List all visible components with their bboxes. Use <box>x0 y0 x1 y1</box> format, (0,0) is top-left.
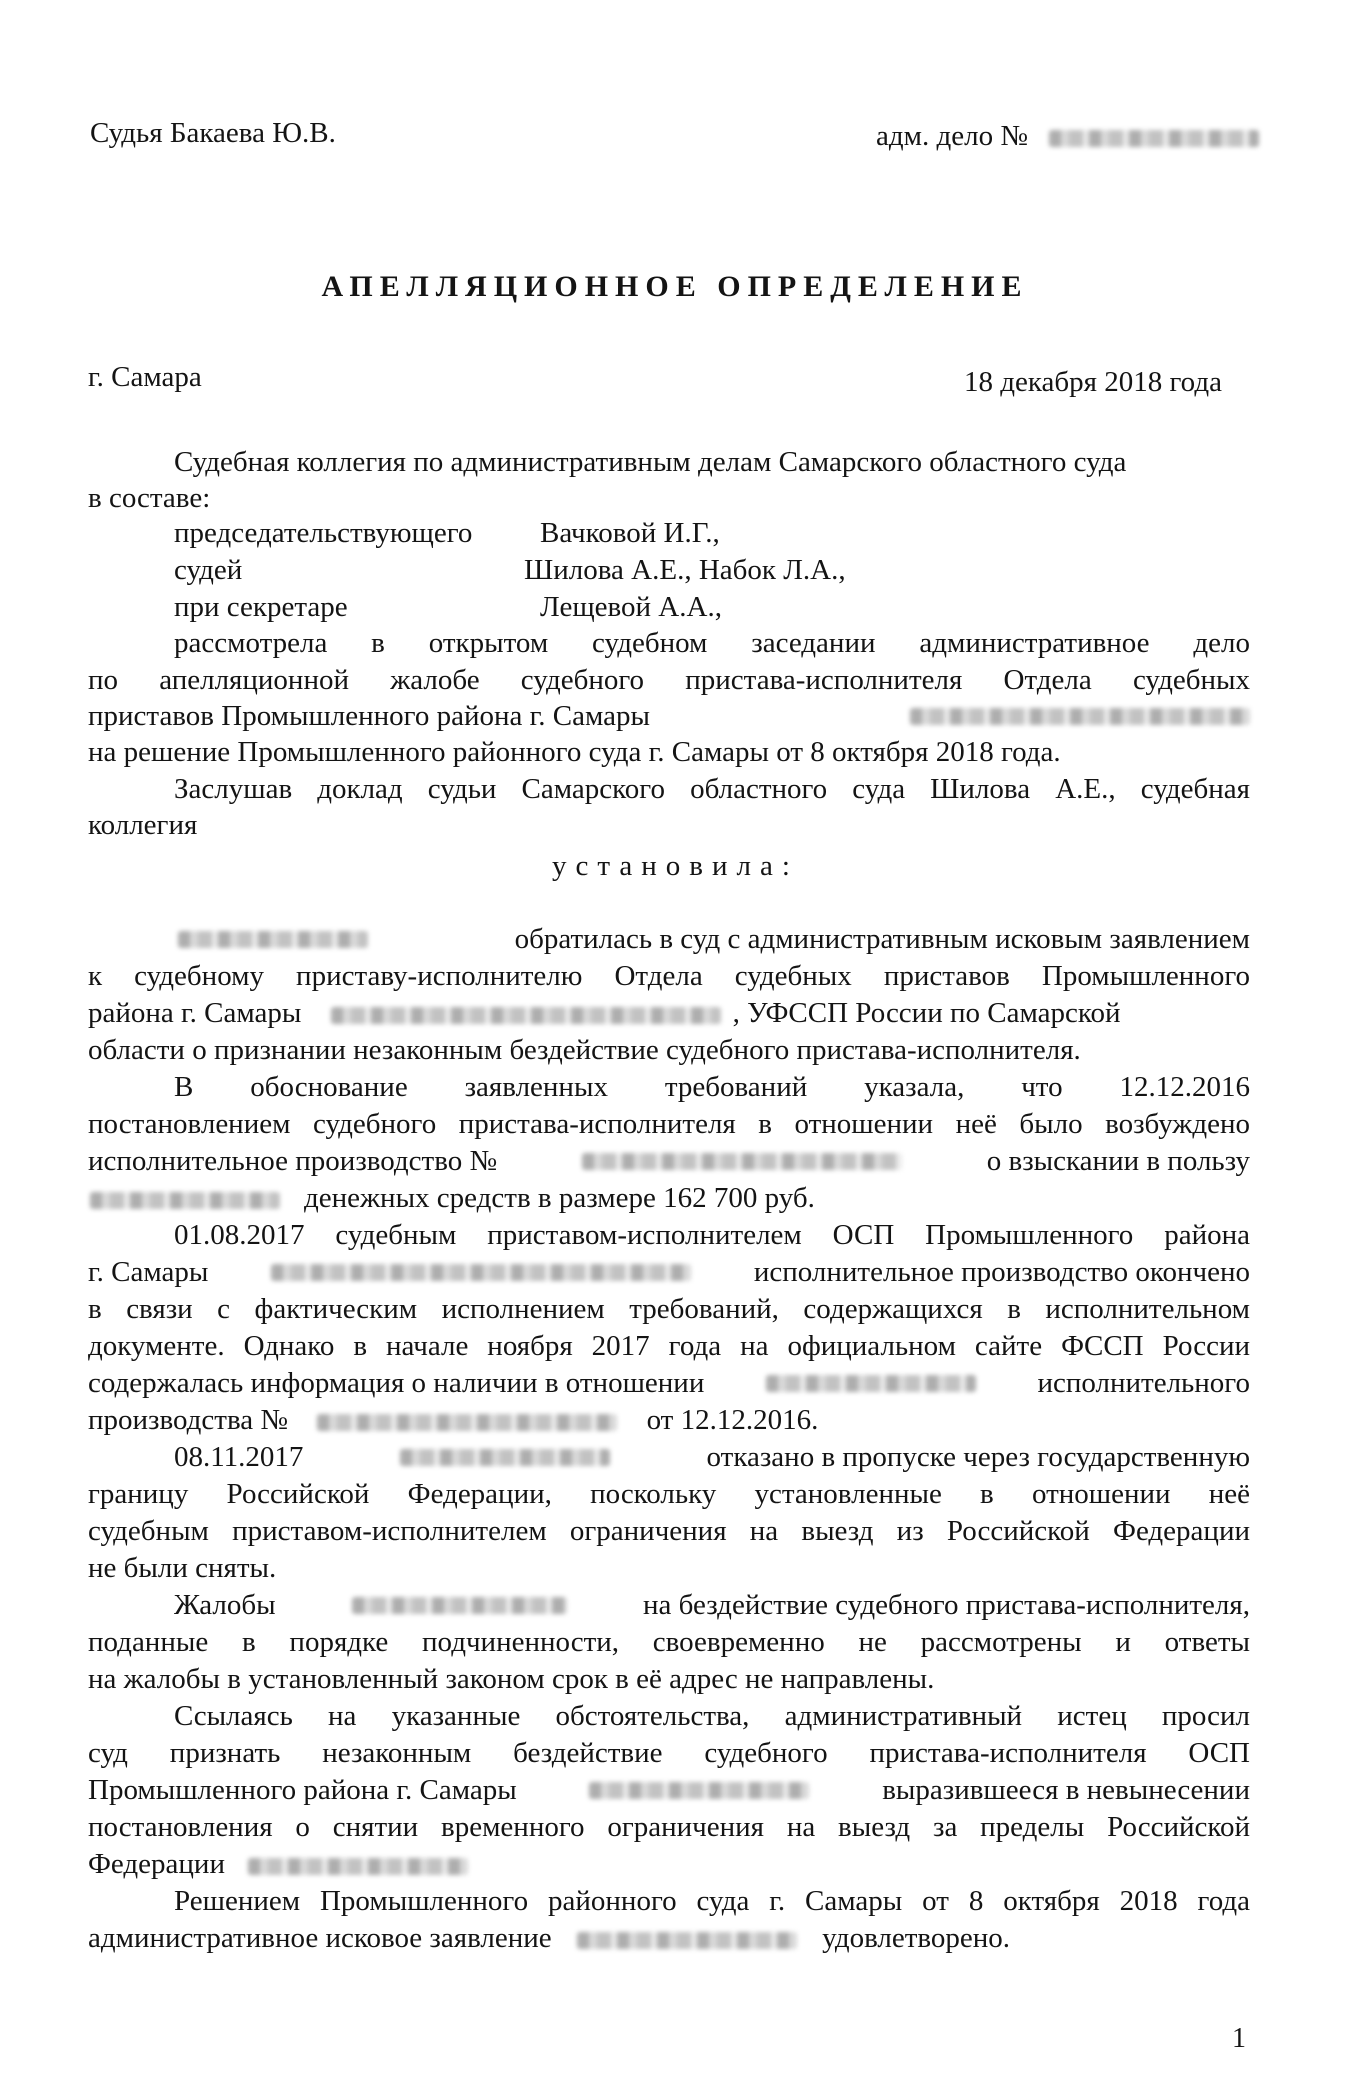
paragraph-line: границу Российской Федерации, поскольку установленные в отношении неё <box>88 1478 1250 1510</box>
place: г. Самара <box>88 361 202 393</box>
paragraph-line: 01.08.2017 судебным приставом-исполнителем ОСП Промышленного района <box>174 1219 1250 1251</box>
redacted-name <box>248 1858 468 1875</box>
paragraph-line: постановлением судебного пристава-исполнителя в отношении неё было возбуждено <box>88 1108 1250 1140</box>
paragraph-line: к судебному приставу-исполнителю Отдела судебных приставов Промышленного <box>88 960 1250 992</box>
paragraph-line: административное исковое заявление удовлетворено. <box>88 1922 1011 1954</box>
redacted-name <box>90 1192 280 1209</box>
paragraph-line: постановления о снятии временного ограничения на выезд за пределы Российской <box>88 1811 1250 1843</box>
redacted-name <box>352 1597 567 1614</box>
paragraph-line: Решением Промышленного районного суда г. Самары от 8 октября 2018 года <box>174 1885 1250 1917</box>
paragraph-line: денежных средств в размере 162 700 руб. <box>90 1180 815 1217</box>
redacted-name <box>271 1264 691 1281</box>
paragraph-line: поданные в порядке подчиненности, своевременно не рассмотрены и ответы <box>88 1626 1250 1658</box>
paragraph-line: судебным приставом-исполнителем ограничения на выезд из Российской Федерации <box>88 1515 1250 1547</box>
redacted-name <box>331 1007 721 1024</box>
paragraph-line: приставов Промышленного района г. Самары <box>88 698 1250 735</box>
redacted-name <box>910 708 1250 725</box>
paragraph-line: рассмотрела в открытом судебном заседании административное дело <box>174 627 1250 659</box>
redacted-case-number <box>1049 130 1259 147</box>
redacted-number <box>317 1414 617 1431</box>
paragraph-line: суд признать незаконным бездействие судебного пристава-исполнителя ОСП <box>88 1737 1250 1769</box>
intro-line-1: Судебная коллегия по административным делам Самарского областного суда <box>174 446 1127 478</box>
page-number: 1 <box>1232 2023 1246 2054</box>
composition-role: судей <box>174 554 243 586</box>
redacted-name <box>577 1932 797 1949</box>
paragraph-line: области о признании незаконным бездействие судебного пристава-исполнителя. <box>88 1034 1081 1066</box>
redacted-name <box>178 931 368 948</box>
paragraph-line: Промышленного района г. Самары выразившееся в невынесении <box>88 1774 1250 1806</box>
composition-name: Вачковой И.Г., <box>540 517 720 549</box>
intro-line-2: в составе: <box>88 482 211 514</box>
paragraph-line: коллегия <box>88 809 198 841</box>
paragraph-line: на решение Промышленного районного суда г. Самары от 8 октября 2018 года. <box>88 736 1061 768</box>
redacted-number <box>582 1153 902 1170</box>
paragraph-line: В обоснование заявленных требований указала, что 12.12.2016 <box>174 1071 1250 1103</box>
paragraph-line: Федерации <box>88 1846 468 1883</box>
case-label: адм. дело № <box>876 120 1028 152</box>
paragraph-line: содержалась информация о наличии в отношении исполнительного <box>88 1367 1250 1399</box>
composition-role: председательствующего <box>174 517 473 549</box>
redacted-name <box>589 1782 809 1799</box>
paragraph-line: Жалобы на бездействие судебного пристава-исполнителя, <box>174 1589 1250 1621</box>
paragraph-line: на жалобы в установленный законом срок в её адрес не направлены. <box>88 1663 935 1695</box>
case-number <box>876 118 1259 155</box>
paragraph-line: документе. Однако в начале ноября 2017 года на официальном сайте ФССП России <box>88 1330 1250 1362</box>
section-heading: установила: <box>552 850 799 882</box>
composition-name: Шилова А.Е., Набок Л.А., <box>524 554 846 586</box>
paragraph-line: производства № от 12.12.2016. <box>88 1404 819 1436</box>
paragraph-line: Заслушав доклад судьи Самарского областного суда Шилова А.Е., судебная <box>174 773 1250 805</box>
judge-name: Судья Бакаева Ю.В. <box>90 117 336 149</box>
paragraph-line: района г. Самары , УФССП России по Самарской <box>88 997 1121 1029</box>
redacted-name <box>766 1375 976 1392</box>
composition-name: Лещевой А.А., <box>540 591 722 623</box>
paragraph-line: обратилась в суд с административным исковым заявлением <box>178 921 1250 958</box>
paragraph-line: не были сняты. <box>88 1552 277 1584</box>
date: 18 декабря 2018 года <box>964 366 1222 398</box>
paragraph-line: 08.11.2017 отказано в пропуске через государственную <box>174 1441 1250 1473</box>
document-title: АПЕЛЛЯЦИОННОЕ ОПРЕДЕЛЕНИЕ <box>321 270 1029 303</box>
paragraph-line: по апелляционной жалобе судебного пристава-исполнителя Отдела судебных <box>88 664 1250 696</box>
paragraph-line: Ссылаясь на указанные обстоятельства, административный истец просил <box>174 1700 1250 1732</box>
paragraph-line: в связи с фактическим исполнением требований, содержащихся в исполнительном <box>88 1293 1250 1325</box>
composition-role: при секретаре <box>174 591 348 623</box>
paragraph-line: г. Самары исполнительное производство окончено <box>88 1256 1250 1288</box>
paragraph-line: исполнительное производство № о взыскании в пользу <box>88 1145 1250 1177</box>
redacted-name <box>400 1449 610 1466</box>
